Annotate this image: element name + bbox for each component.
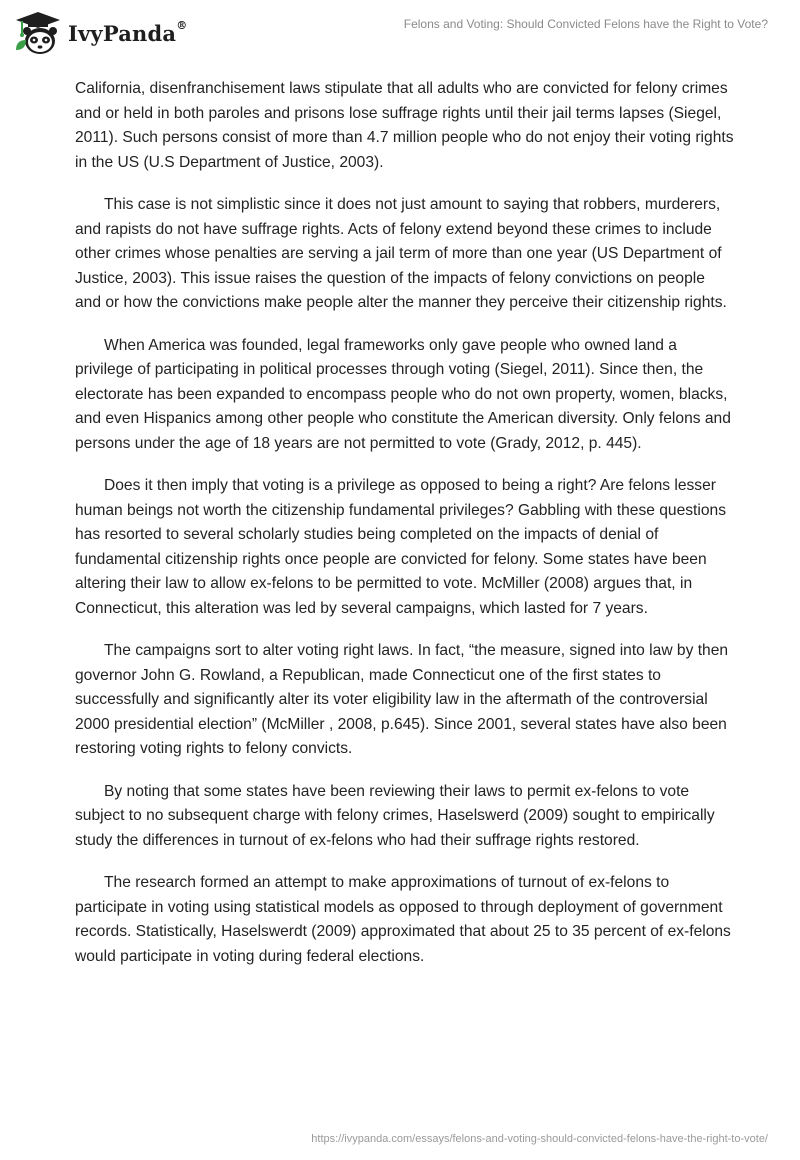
ivypanda-logo[interactable] [14,10,187,56]
logo-text: IvyPanda [68,20,177,46]
panda-graduate-icon [14,10,62,56]
essay-body [75,77,735,987]
logo-wordmark [68,18,188,46]
paragraph-3: When America was founded, legal frameworks only gave people who owned land a privilege of participating in political processes through voting (Siegel, 2011). Since then, the electorate has been expanded to encompass people who do not own property, women, blacks, and even Hispanics among other people who constitute the American diversity. Only felons and persons under the age of 18 years are not permitted to vote (Grady, 2012, p. 445). [75,336,731,452]
page-header [0,0,800,70]
registered-mark: ® [176,18,188,32]
paragraph-2: This case is not simplistic since it does not just amount to saying that robbers, murderers, and rapists do not have suffrage rights. Acts of felony extend beyond these crimes to include other crimes whose penalties are serving a jail term of more than one year (US Department of Justice, 2003). This issue raises the question of the impacts of felony convictions on people and or how the convictions make people alter the manner they perceive their citizenship rights. [75,196,727,311]
paragraph-4: Does it then imply that voting is a privilege as opposed to being a right? Are felons lesser human beings not worth the citizenship fundamental privileges? Gabbling with these questions has resorted to several scholarly studies being completed on the impacts of denial of fundamental citizenship rights once people are convicted for felony. Some states have been altering their law to allow ex-felons to be permitted to vote. McMiller (2008) argues that, in Connecticut, this alteration was led by several campaigns, which lasted for 7 years. [75,477,727,617]
source-url-link[interactable]: https://ivypanda.com/essays/felons-and-voting-should-convicted-felons-have-the-right-to-vote/ [311,1133,768,1145]
document-title: Felons and Voting: Should Convicted Felons have the Right to Vote? [403,17,768,31]
paragraph-5: The campaigns sort to alter voting right laws. In fact, “the measure, signed into law by then governor John G. Rowland, a Republican, made Connecticut one of the first states to successfully and significantly alter its voter eligibility law in the aftermath of the controversial 2000 presidential election” (McMiller , 2008, p.645). Since 2001, several states have also been restoring voting rights to felony convicts. [75,642,729,757]
paragraph-7: The research formed an attempt to make approximations of turnout of ex-felons to participate in voting using statistical models as opposed to through deployment of government records. Statistically, Haselswerdt (2009) approximated that about 25 to 35 percent of ex-felons would participate in voting during federal elections. [75,874,731,965]
paragraph-1: California, disenfranchisement laws stipulate that all adults who are convicted for felony crimes and or held in both paroles and prisons lose suffrage rights until their jail terms lapses (Siegel, 2011). Such persons consist of more than 4.7 million people who do not enjoy their voting rights in the US (U.S Department of Justice, 2003). [75,80,734,171]
paragraph-6: By noting that some states have been reviewing their laws to permit ex-felons to vote subject to no subsequent charge with felony crimes, Haselswerd (2009) sought to empirically study the differences in turnout of ex-felons who had their suffrage rights restored. [75,782,715,849]
